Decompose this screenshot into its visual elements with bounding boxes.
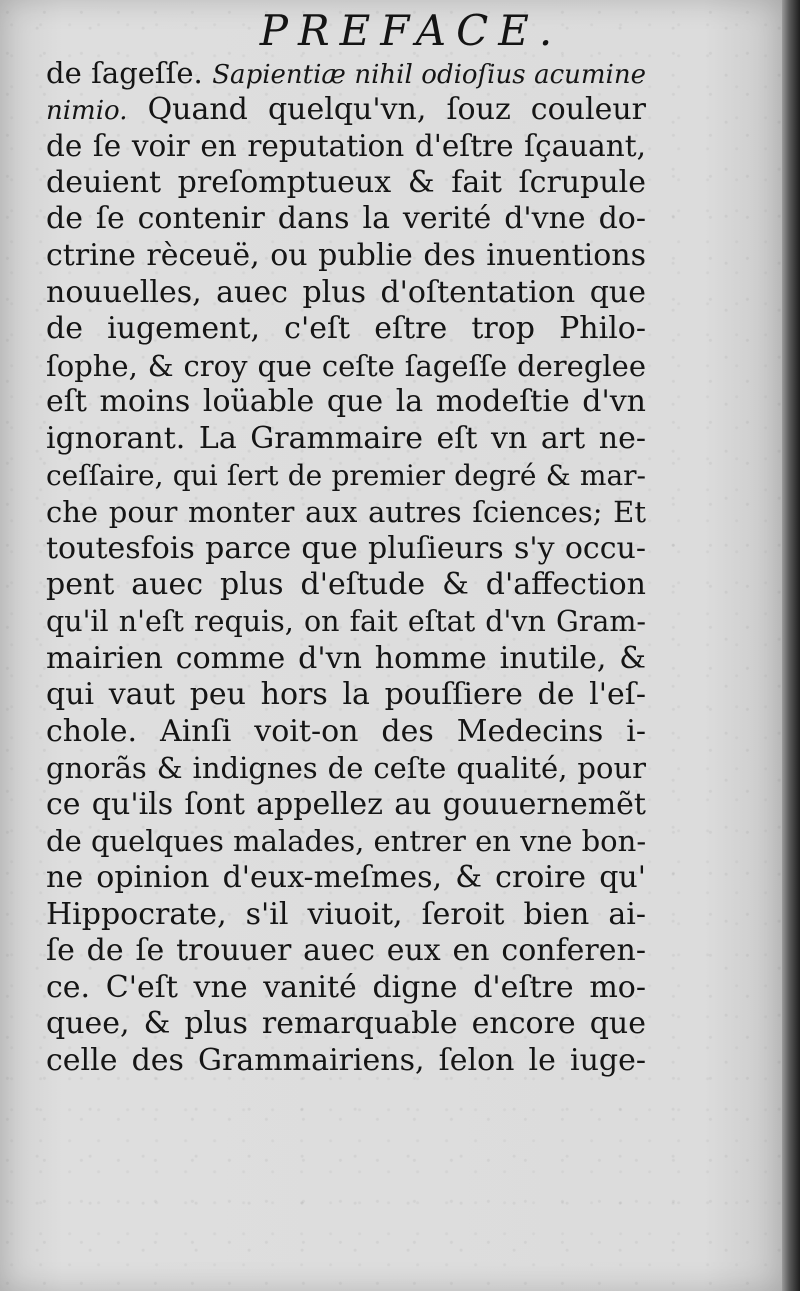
latin-quote: Sapientiæ nihil odioſius acumine [212, 60, 646, 90]
body-text [46, 55, 646, 1080]
roman-phrase: de ſageſſe. [46, 56, 203, 90]
text-line: pent auec plus d'eſtude & d'affection [46, 567, 646, 603]
text-line: ne opinion d'eux-meſmes, & croire qu' [46, 860, 646, 896]
text-line: toutesfois parce que pluſieurs s'y occu- [46, 530, 646, 566]
text-line: qui vaut peu hors la pouſſiere de l'eſ- [46, 677, 646, 713]
text-line: ſophe, & croy que ceſte ſageſſe dereglee [46, 348, 646, 383]
text-line: gnorãs & indignes de ceſte qualité, pour [46, 751, 646, 786]
text-line: de ſe voir en reputation d'eſtre ſçauant, [46, 129, 646, 164]
text-line: de quelques malades, entrer en vne bon- [46, 824, 647, 859]
text-line: ce. C'eſt vne vanité digne d'eſtre mo- [46, 969, 646, 1005]
text-line: ignorant. La Grammaire eſt vn art ne- [46, 420, 646, 456]
text-line: ſe de ſe trouuer auec eux en conferen- [46, 933, 646, 969]
text-line [46, 92, 646, 129]
text-line: quee, & plus remarquable encore que [46, 1006, 646, 1042]
text-line: nouuelles, auec plus d'oſtentation que [46, 274, 646, 310]
text-line: che pour monter aux autres ſciences; Et [46, 495, 646, 530]
text-line: chole. Ainſi voit-on des Medecins i- [46, 713, 646, 749]
roman-phrase: Quand quelqu'vn, ſouz couleur [147, 91, 646, 127]
text-line: celle des Grammairiens, ſelon le iuge- [46, 1043, 646, 1079]
latin-quote-end: nimio. [46, 95, 128, 126]
text-line [46, 55, 646, 92]
text-line: Hippocrate, s'il viuoit, ſeroit bien ai- [46, 896, 646, 932]
text-line: de iugement, c'eſt eſtre trop Philo- [46, 311, 646, 347]
text-line: eſt moins loüable que la modeſtie d'vn [46, 384, 646, 420]
text-line: ce qu'ils ſont appellez au gouuernemẽt [46, 786, 646, 822]
running-head: PREFACE. [259, 6, 563, 55]
page-edge-shadow [782, 0, 800, 1291]
text-line: mairien comme d'vn homme inutile, & [46, 640, 646, 676]
text-line: qu'il n'eſt requis, on fait eſtat d'vn Gram- [46, 604, 646, 638]
text-line: ctrine rèceuë, ou publie des inuentions [46, 237, 646, 273]
text-line: de ſe contenir dans la verité d'vne do- [46, 201, 646, 237]
text-line: ceſſaire, qui ſert de premier degré & mar- [46, 458, 646, 492]
text-line: deuient preſomptueux & fait ſcrupule [46, 164, 646, 200]
